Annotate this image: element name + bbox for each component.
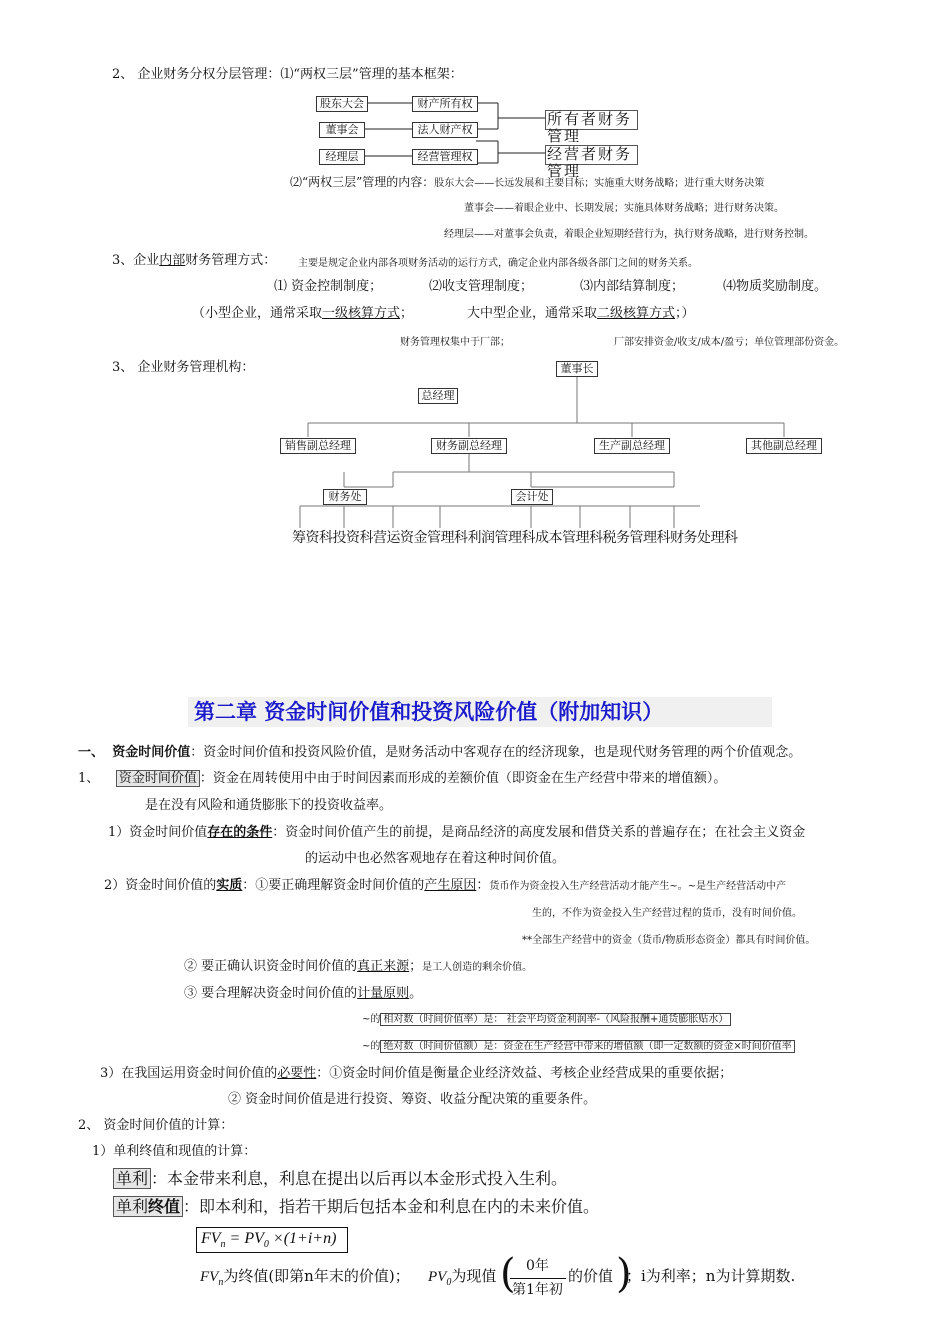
cond-2b-source: 真正来源	[357, 959, 410, 974]
org-department-row: 筹资科投资科营运资金管理科利润管理科成本管理科税务管理科财务处理科	[292, 530, 738, 546]
org-vp-sales: 销售副总经理	[280, 438, 356, 454]
item2-subheading: 1）单利终值和现值的计算：	[92, 1144, 257, 1159]
box-shareholders-meeting: 股东大会	[316, 96, 368, 112]
org-chairman: 董事长	[556, 361, 598, 377]
item2-heading: 2、 资金时间价值的计算：	[78, 1118, 234, 1133]
cond-2c	[184, 987, 422, 1002]
simple-interest-line	[113, 1170, 567, 1188]
part1-line	[78, 746, 801, 761]
relative-box: 相对数（时间价值率）是： 社会平均资金利润率-（风险报酬+通货膨胀贴水）	[380, 1013, 731, 1026]
org-vp-finance: 财务副总经理	[431, 438, 507, 454]
cond-2-note-2: 生的，不作为资金投入生产经营过程的货币，没有时间价值。	[532, 908, 802, 919]
item1-def: ：资金在周转使用中由于时间因素而形成的差额价值（即资金在生产经营中带来的增值额）。	[199, 771, 727, 786]
future-value-def: ：即本利和，指若干期后包括本金和利息在内的未来价值。	[183, 1197, 600, 1216]
heading-pre: 3、企业	[112, 253, 160, 268]
cond-3	[100, 1067, 732, 1082]
relative-pre: ~的	[362, 1014, 381, 1025]
large-detail: 厂部安排资金/收支/成本/盈亏；单位管理部份资金。	[614, 337, 845, 348]
small-post: ；	[400, 306, 414, 321]
org-accounting-dept: 会计处	[511, 489, 553, 505]
org-vp-other: 其他副总经理	[746, 438, 822, 454]
heading-post: 财务管理方式：	[185, 253, 277, 268]
section-3a-heading	[112, 254, 276, 269]
item1-number: 1、	[78, 771, 100, 786]
frac-post: 的价值	[568, 1267, 614, 1285]
cond-2-colon: ：	[476, 878, 490, 893]
formula-box	[196, 1227, 348, 1253]
frac-top: 0年	[526, 1258, 549, 1274]
formula-main: $FV_n = PV_0 \times(1+i+n)$	[201, 1230, 337, 1251]
cond-3-pre: 3）在我国运用资金时间价值的	[100, 1066, 278, 1081]
chapter-title: 第二章 资金时间价值和投资风险价值（附加知识）	[188, 697, 772, 727]
rate-desc: ；i为利率；n为计算期数.	[626, 1267, 796, 1285]
absolute-pre: ~的	[362, 1041, 381, 1052]
fv-desc: 为终值(即第n年末的价值)；	[223, 1267, 410, 1285]
right-paren: )	[616, 1251, 632, 1297]
box-property-ownership: 财产所有权	[412, 96, 478, 112]
org-vp-production: 生产副总经理	[594, 438, 670, 454]
cond-2c-post: 。	[409, 986, 423, 1001]
cond-2c-principle: 计量原则	[357, 986, 410, 1001]
cond-2b-colon: ；	[409, 959, 423, 974]
box-operator-financial-mgmt: 经营者财务管理	[545, 145, 638, 165]
cond-2-note-3: **全部生产经营中的资金（货币/物质形态资金）都具有时间价值。	[522, 935, 816, 946]
cond-1-text: ：资金时间价值产生的前提，是商品经济的高度发展和借贷关系的普遍存在；在社会主义资金	[272, 825, 806, 840]
method-3: ⑶内部结算制度；	[580, 279, 685, 294]
cond-2b-note: 是工人创造的剩余价值。	[422, 962, 533, 973]
box-operation-right: 经营管理权	[412, 149, 478, 165]
frac-bottom: 第1年初	[512, 1282, 563, 1298]
item1-term: 资金时间价值	[116, 770, 200, 787]
cond-2-term: 实质	[216, 878, 243, 893]
part1-desc: ：资金时间价值和投资风险价值，是财务活动中客观存在的经济现象，也是现代财务管理的两个价值观念。	[190, 745, 802, 760]
part1-number: 一、	[78, 745, 105, 760]
item1-def-2: 是在没有风险和通货膨胀下的投资收益率。	[145, 798, 393, 813]
box-legal-property: 法人财产权	[412, 122, 478, 138]
method-1: ⑴ 资金控制制度；	[274, 279, 383, 294]
org-gm: 总经理	[418, 388, 458, 404]
cond-3-text-2: ② 资金时间价值是进行投资、筹资、收益分配决策的重要条件。	[228, 1092, 597, 1107]
section-3a-note: 主要是规定企业内部各项财务活动的运行方式，确定企业内部各级各部门之间的财务关系。	[298, 258, 698, 269]
large-pre: 大中型企业，通常采取	[467, 306, 598, 321]
box-manager-layer: 经理层	[319, 149, 365, 165]
cond-2-cause: 产生原因	[424, 878, 477, 893]
box-board: 董事会	[319, 122, 365, 138]
future-value-term	[113, 1196, 183, 1217]
small-detail: 财务管理权集中于厂部；	[400, 337, 510, 348]
large-post: ；）	[675, 306, 695, 321]
absolute-number	[362, 1041, 795, 1053]
fv-term-2: 终值	[148, 1197, 181, 1216]
cond-3-text: ：①资金时间价值是衡量企业经济效益、考核企业经营成果的重要依据；	[316, 1066, 733, 1081]
formula-fv-desc: $FV_n$为终值(即第n年末的价值)；	[200, 1267, 410, 1288]
cond-1-term: 存在的条件	[207, 825, 273, 840]
left-paren: (	[500, 1251, 516, 1297]
simple-interest-def: ：本金带来利息，利息在提出以后再以本金形式投入生利。	[151, 1169, 568, 1188]
cond-1-text-2: 的运动中也必然客观地存在着这种时间价值。	[305, 851, 566, 866]
cond-2	[104, 879, 786, 894]
small-pre: （小型企业，通常采取	[192, 306, 323, 321]
small-enterprise-note	[192, 307, 413, 322]
absolute-box: 绝对数（时间价值额）是：资金在生产经营中带来的增值额（即一定数额的资金×时间价值率	[380, 1040, 794, 1053]
cond-1-pre: 1）资金时间价值	[108, 825, 208, 840]
item1-line	[78, 772, 726, 787]
pv-desc: 为现值	[451, 1267, 497, 1285]
cond-3-necessity: 必要性	[277, 1066, 317, 1081]
small-method: 一级核算方式	[322, 306, 401, 321]
heading-internal: 内部	[159, 253, 186, 268]
relative-number	[362, 1014, 731, 1026]
cond-1	[108, 826, 805, 841]
frac-line	[510, 1278, 566, 1279]
method-2: ⑵收支管理制度；	[429, 279, 534, 294]
box-owner-financial-mgmt: 所有者财务管理	[545, 110, 638, 130]
content-board: 董事会——着眼企业中、长期发展；实施具体财务战略；进行财务决策。	[464, 203, 784, 214]
org-finance-dept: 财务处	[323, 489, 367, 505]
content-managers: 经理层——对董事会负责，着眼企业短期经营行为，执行财务战略，进行财务控制。	[444, 229, 814, 240]
content-shareholders: 股东大会——长远发展和主要目标；实施重大财务战略；进行重大财务决策	[434, 178, 765, 189]
cond-2-pre: 2）资金时间价值的	[104, 878, 217, 893]
section-2-heading: 2、 企业财务分权分层管理：⑴“两权三层”管理的基本框架：	[112, 67, 463, 82]
content-line-1	[290, 176, 764, 190]
large-method: 二级核算方式	[597, 306, 676, 321]
fv-term-1: 单利	[116, 1197, 149, 1216]
simple-interest-term: 单利	[113, 1168, 151, 1189]
cond-2b	[184, 960, 532, 975]
formula-pv-desc: $PV_0$为现值	[428, 1267, 497, 1288]
large-enterprise-note	[467, 307, 695, 322]
section-3b-heading: 3、 企业财务管理机构：	[112, 360, 255, 375]
content-label: ⑵“两权三层”管理的内容：	[290, 175, 435, 189]
cond-2b-pre: ② 要正确认识资金时间价值的	[184, 959, 358, 974]
cond-2c-pre: ③ 要合理解决资金时间价值的	[184, 986, 358, 1001]
cond-2-mid: ：①要正确理解资金时间价值的	[242, 878, 425, 893]
method-4: ⑷物质奖励制度。	[723, 279, 828, 294]
part1-title: 资金时间价值	[112, 745, 191, 760]
cond-2-note: 货币作为资金投入生产经营活动才能产生~。~是生产经营活动中产	[489, 881, 787, 892]
future-value-line	[113, 1198, 599, 1216]
